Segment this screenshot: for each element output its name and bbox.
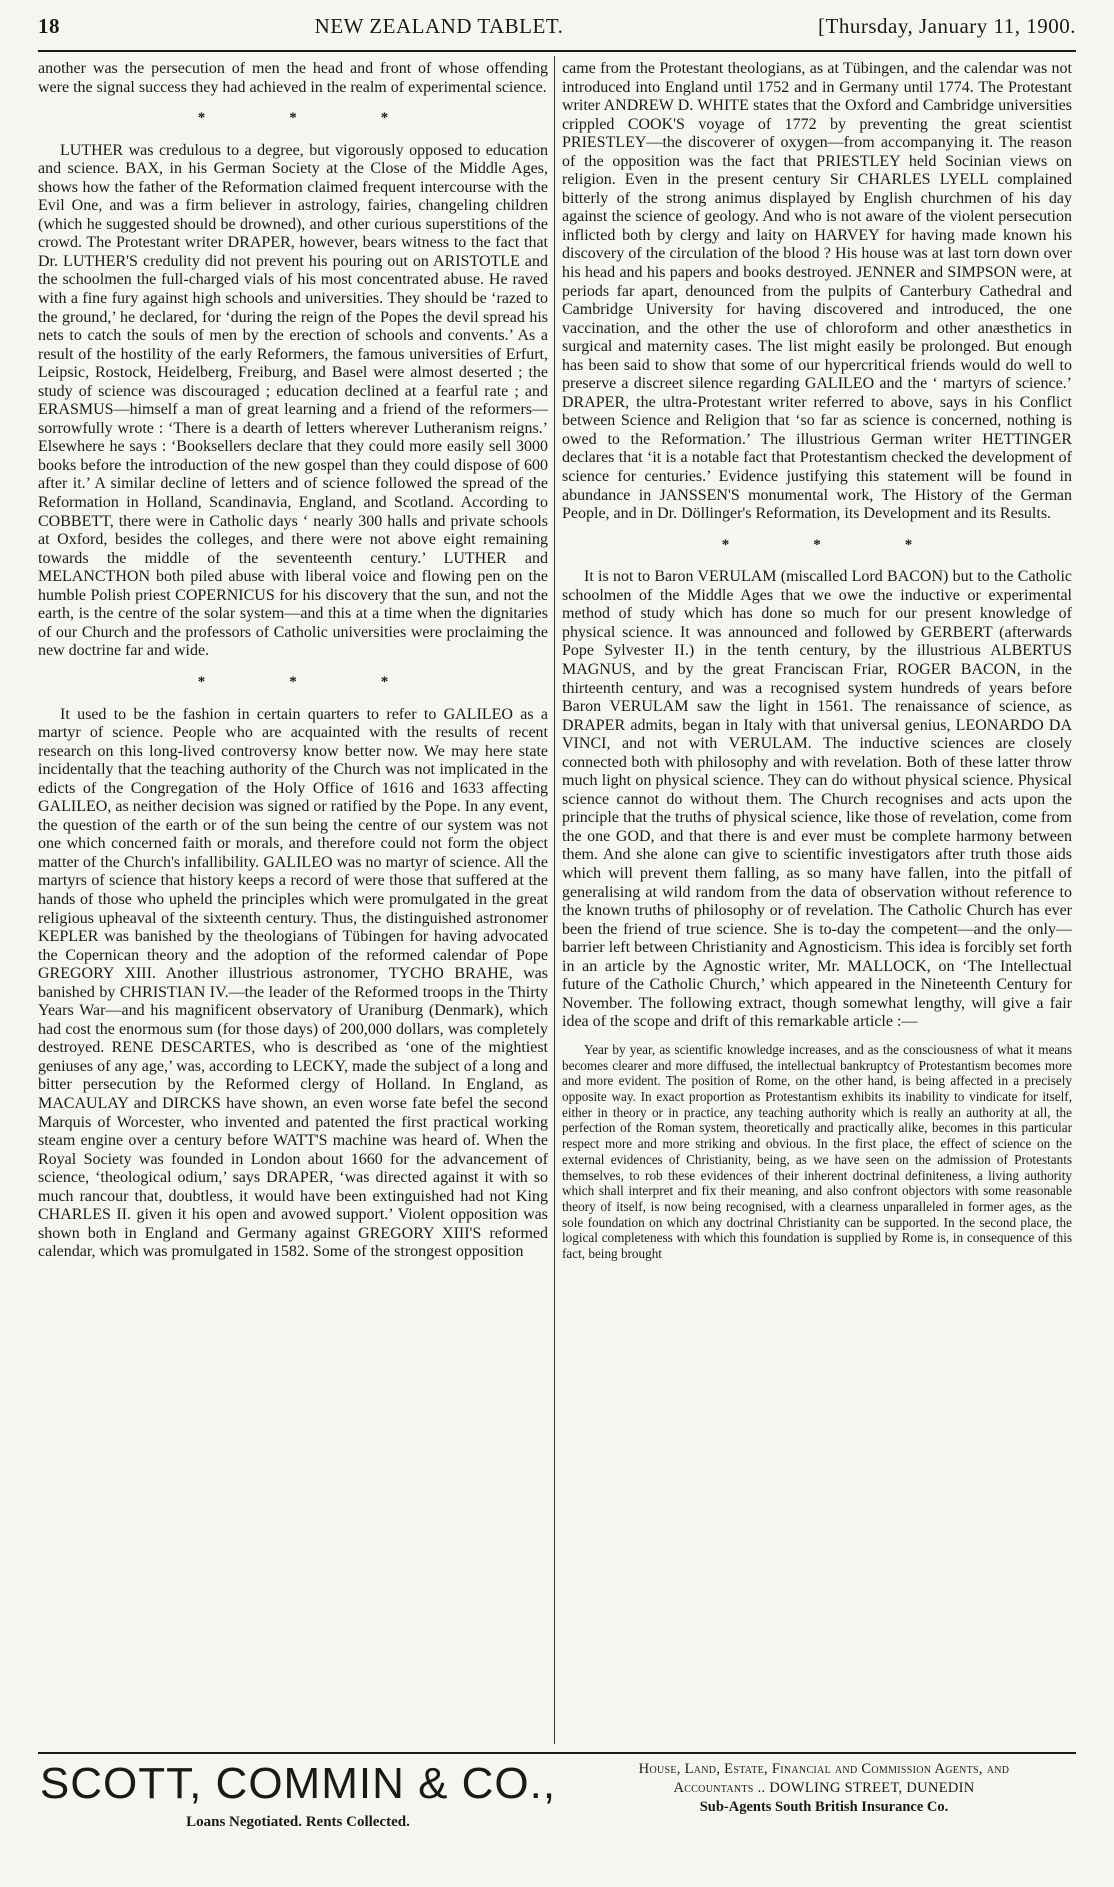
publication-title: NEW ZEALAND TABLET. xyxy=(314,14,564,38)
issue-date: [Thursday, January 11, 1900. xyxy=(818,14,1076,38)
advert-company-name: SCOTT, COMMIN & CO., xyxy=(39,1759,557,1808)
advertisement xyxy=(38,1760,1076,1870)
left-paragraph-3: It used to be the fashion in certain quarters to refer to GALILEO as a martyr of science. People who are acquainted with the results of recent research on this long-lived controversy know better now. We may here state incidentally that the teaching authority of the Church was not implicated in the edicts of the Congregation of the Holy Office of 1616 and 1633 affecting GALILEO, as neither decision was signed or ratified by the Pope. In any event, the question of the earth or of the sun being the centre of our system was not one which concerned faith or morals, and therefore could not form the object matter of the Church's infallibility. GALILEO was no martyr of science. All the martyrs of science that history keeps a record of were those that suffered at the hands of those who upheld the principles which were promulgated in the great religious upheaval of the sixteenth century. Thus, the distinguished astronomer KEPLER was banished by the theologians of Tübingen for having advocated the Copernican theory and the adoption of the reformed calendar of Pope GREGORY XIII. Another illustrious astronomer, TYCHO BRAHE, was banished by CHRISTIAN IV.—the leader of the Reformed troops in the Thirty Years War—and his magnificent observatory of Uraniburg (Denmark), which had cost the enormous sum (for those days) of 200,000 dollars, was completely destroyed. RENE DESCARTES, who is described as ‘one of the mightiest geniuses of any age,’ was, according to LECKY, made the subject of a long and bitter persecution by the Reformed clergy of Holland. In England, as MACAULAY and DIRCKS have shown, an even worse fate befel the second Marquis of Worcester, who invented and patented the first practical working steam engine over a century before WATT'S machine was heard of. When the Royal Society was founded in London about 1660 for the advancement of science, ‘theological odium,’ says DRAPER, ‘was directed against it with so much rancour that, doubtless, it would have been extinguished had not King CHARLES II. given it his open and avowed support.’ Violent opposition was shown both in England and Germany against GREGORY XIII'S reformed calendar, which was promulgated in 1582. Some of the strongest opposition xyxy=(38,705,548,1261)
quote-text: Year by year, as scientific knowledge increases, and as the consciousness of what it means becomes clearer and more diffused, the intellectual bankruptcy of Protestantism becomes more and more evident. The position of Rome, on the other hand, is being affected in a precisely opposite way. In exact proportion as Protestantism exhibits its inability to vindicate for itself, either in theory or in practice, any teaching authority which is really an authority at all, the perfection of the Roman system, theoretically and practically alike, becomes in this particular respect more and more striking and obvious. In the first place, the effect of science on the external evidences of Christianity, being, as we have seen on the admission of Protestants themselves, to rob these evidences of their inherent doctrinal definiteness, a living authority which shall interpret and fix their meaning, and also confront objectors with some reasonable theory of itself, is now being recognised, with a clearness unparalleled in former ages, as the sole foundation on which any doctrinal Christianity can be supported. In the second place, the logical completeness with which this foundation is supplied by Rome is, in consequence of this fact, being brought xyxy=(562,1041,1072,1262)
header-rule xyxy=(38,50,1076,52)
right-paragraph-2: It is not to Baron VERULAM (miscalled Lord BACON) but to the Catholic schoolmen of the Middle Ages that we owe the inductive or experimental method of study which has done so much for our present knowledge of physical science. It was announced and followed by GERBERT (afterwards Pope Sylvester II.) in the tenth century, by the illustrious ALBERTUS MAGNUS, and by the great Franciscan Friar, ROGER BACON, in the thirteenth century, and was a recognised system hundreds of years before Baron VERULAM saw the light in 1561. The renaissance of science, as DRAPER admits, began in Italy with that universal genius, LEONARDO DA VINCI, and not with VERULAM. The inductive sciences are closely connected both with philosophy and with revelation. Both of these latter throw much light on physical science. They can do without physical science. Physical science cannot do without them. The Church recognises and acts upon the principle that the truths of physical science, like those of revelation, come from the one GOD, and that there is and ever must be complete harmony between them. And she alone can give to scientific investigators after truth those aids which will prevent them falling, as so many have fallen, into the pitfall of generalising at wild random from the data of observation without reference to the known truths of philosophy or of revelation. The Catholic Church has ever been the friend of true science. She is to-day the competent—and the only—barrier left between Christianity and Agnosticism. This idea is forcibly set forth in an article by the Agnostic writer, Mr. MALLOCK, on ‘The Intellectual future of the Catholic Church,’ which appeared in the Nineteenth Century for November. The following extract, though somewhat lengthy, will give a fair idea of the scope and drift of this remarkable article :— xyxy=(562,568,1072,1031)
advert-line-3: Sub-Agents South British Insurance Co. xyxy=(699,1799,949,1815)
left-paragraph-1: another was the persecution of men the head and front of whose offending were the signal success they had achieved in the realm of experimental science. xyxy=(38,60,548,96)
advert-left xyxy=(38,1760,558,1831)
page-number: 18 xyxy=(38,14,60,38)
section-separator: * * * xyxy=(197,110,389,127)
section-separator: * * * xyxy=(721,536,913,553)
section-separator: * * * xyxy=(197,673,389,690)
block-quote xyxy=(562,1042,1072,1262)
right-paragraph-1: came from the Protestant theologians, as at Tübingen, and the calendar was not introduced into England until 1752 and in Germany until 1774. The Protestant writer ANDREW D. WHITE states that the Oxford and Cambridge universities crippled COOK'S voyage of 1772 by preventing the great scientist PRIESTLEY—the discoverer of oxygen—from accompanying it. The reason of the opposition was the fact that PRIESTLEY held Socinian views on religion. Even in the present century Sir CHARLES LYELL complained bitterly of the strong animus displayed by English churchmen of his day against the science of geology. And who is not aware of the violent persecution inflicted both by clergy and laity on HARVEY for having made known his discovery of the circulation of the blood ? His house was at last torn down over his head and his papers and books destroyed. JENNER and SIMPSON were, at periods far apart, denounced from the pulpits of Canterbury Cathedral and Cambridge University for having discovered and introduced, the one vaccination, and the other the use of chloroform and other anæsthetics in surgical and maternity cases. The list might easily be prolonged. But enough has been said to show that some of our hypercritical friends would do well to preserve a discreet silence regarding GALILEO and the ‘ martyrs of science.’ DRAPER, the ultra-Protestant writer referred to above, says in his Conflict between Science and Religion that ‘so far as science is concerned, nothing is owed to the Reformation.’ The illustrious German writer HETTINGER declares that ‘it is a notable fact that Protestantism checked the development of science for centuries.’ Evidence justifying this statement will be found in abundance in JANSSEN'S monumental work, The History of the German People, and in Dr. Döllinger's Reformation, its Development and its Results. xyxy=(562,60,1072,523)
page-header xyxy=(38,14,1076,44)
advert-right xyxy=(558,1760,1076,1817)
advert-line-1: House, Land, Estate, Financial and Commission Agents, and xyxy=(638,1761,1010,1777)
right-column xyxy=(562,60,1072,1740)
left-column xyxy=(38,60,548,1740)
advert-rule xyxy=(38,1752,1076,1754)
advert-services: Loans Negotiated. Rents Collected. xyxy=(186,1814,410,1830)
left-paragraph-2: LUTHER was credulous to a degree, but vigorously opposed to education and science. BAX, in his German Society at the Close of the Middle Ages, shows how the father of the Reformation claimed frequent intercourse with the Evil One, and was a firm believer in astrology, fairies, changeling children (which he suggested should be drowned), and other curious superstitions of the crowd. The Protestant writer DRAPER, however, bears witness to the fact that Dr. LUTHER'S credulity did not prevent his pouring out on ARISTOTLE and the schoolmen the full-charged vials of his most concentrated abuse. He raved with a fine fury against high schools and universities. They should be ‘razed to the ground,’ he declared, for ‘during the reign of the Popes the devil spread his nets to catch the souls of men by the erection of schools and convents.’ As a result of the hostility of the early Reformers, the famous universities of Erfurt, Leipsic, Rostock, Heidelberg, Freiburg, and Basel were almost deserted ; the study of science was discouraged ; education declined at a fearful rate ; and ERASMUS—himself a man of great learning and a friend of the reformers—sorrowfully wrote : ‘There is a dearth of letters wherever Lutheranism reigns.’ Elsewhere he says : ‘Booksellers declare that they could more easily sell 3000 books before the introduction of the new gospel than they could dispose of 600 after it.’ A similar decline of letters and of science followed the spread of the Reformation in Holland, Scandinavia, England, and Scotland. According to COBBETT, there were in Catholic days ‘ nearly 300 halls and private schools at Oxford, besides the colleges, and there were not above eight remaining towards the middle of the seventeenth century.’ LUTHER and MELANCTHON both piled abuse with liberal voice and flowing pen on the humble Polish priest COPERNICUS for his discovery that the sun, and not the earth, is the centre of the solar system—and this at a time when the dignitaries of our Church and the professors of Catholic universities were proclaiming the new doctrine far and wide. xyxy=(38,141,548,660)
advert-line-2: Accountants .. DOWLING STREET, DUNEDIN xyxy=(673,1780,975,1796)
column-divider xyxy=(554,56,555,1744)
